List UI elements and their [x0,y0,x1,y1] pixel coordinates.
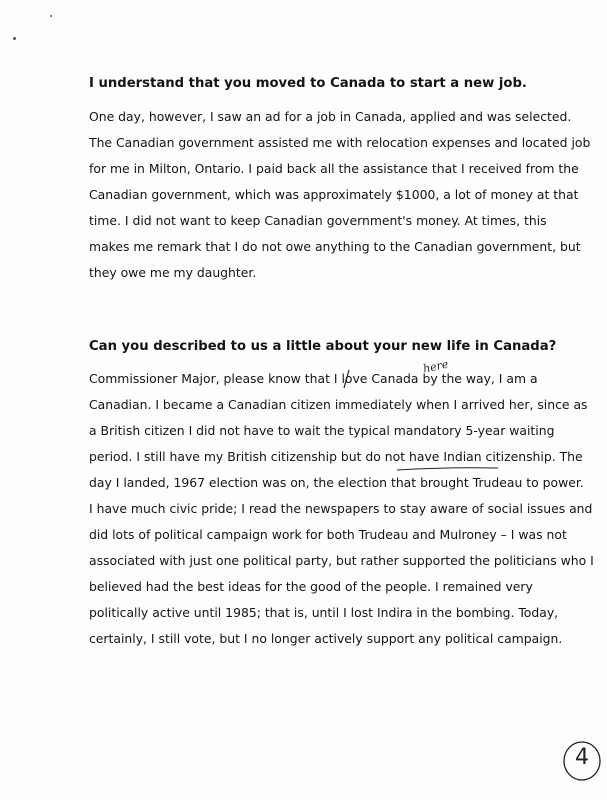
paragraph-line: a British citizen I did not have to wait the typical mandatory 5-year waiting [89,423,555,438]
section-2-paragraph [89,366,594,652]
section-1-paragraph [89,104,591,286]
paragraph-line: politically active until 1985; that is, until I lost Indira in the bombing. Today, [89,605,559,620]
paragraph-line: associated with just one political party, but rather supported the politicians who I [89,553,594,568]
section-1-heading: I understand that you moved to Canada to start a new job. [89,76,527,91]
paragraph-line: Commissioner Major, please know that I love Canada by the way, I am a [89,371,538,386]
paragraph-line: The Canadian government assisted me with relocation expenses and located job [89,135,591,150]
handwritten-caret-mark [340,366,354,392]
scan-speck [13,37,16,40]
paragraph-line: period. I still have my British citizenship but do not have Indian citizenship. The [89,449,583,464]
paragraph-line: Canadian government, which was approximately $1000, a lot of money at that [89,187,579,202]
scan-speck [50,15,52,17]
paragraph-line: believed had the best ideas for the good of the people. I remained very [89,579,533,594]
paragraph-line: day I landed, 1967 election was on, the election that brought Trudeau to power. [89,475,584,490]
paragraph-line: Canadian. I became a Canadian citizen immediately when I arrived her, since as [89,397,588,412]
paragraph-line: they owe me my daughter. [89,265,257,280]
handwritten-insert-text: here [421,357,450,376]
paragraph-line: certainly, I still vote, but I no longer actively support any political campaign. [89,631,563,646]
handwritten-underline [396,465,500,473]
paragraph-line: One day, however, I saw an ad for a job in Canada, applied and was selected. [89,109,572,124]
page-number: 4 [575,745,589,770]
paragraph-line: for me in Milton, Ontario. I paid back all the assistance that I received from the [89,161,579,176]
paragraph-line: makes me remark that I do not owe anything to the Canadian government, but [89,239,581,254]
paragraph-line: did lots of political campaign work for both Trudeau and Mulroney – I was not [89,527,567,542]
paragraph-line: I have much civic pride; I read the newspapers to stay aware of social issues and [89,501,593,516]
paragraph-line: time. I did not want to keep Canadian government's money. At times, this [89,213,547,228]
section-2-heading: Can you described to us a little about your new life in Canada? [89,339,557,354]
